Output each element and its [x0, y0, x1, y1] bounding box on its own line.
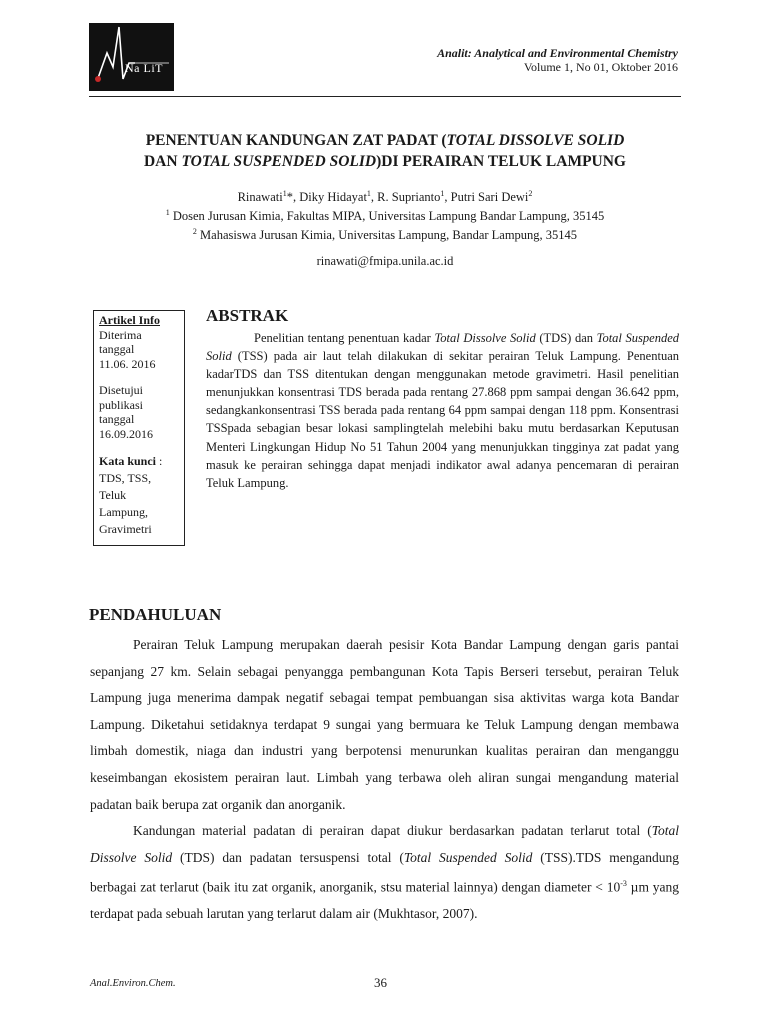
keyword-item: Teluk [99, 488, 127, 502]
intro-paragraph-1: Perairan Teluk Lampung merupakan daerah pesisir Kota Bandar Lampung dengan garis pantai sepanjang 27 km. Selain sebagai penyangga pembangunan Kota Tapis Berseri tersebut, perairan Teluk Lampung juga menerima dampak negatif sebagai tempat pembuangan sisa aktivitas warga kota Bandar Lampung. Diketahui setidaknya terdapat 9 sungai yang bermuara ke Teluk Lampung dengan membawa limbah domestik, niaga dan industri yang berpotensi menurunkan kualitas perairan dan menganggu keseimbangan ekosistem perairan laut. Limbah yang terbawa oleh aliran sungai mengandung material padatan baik berupa zat organik dan anorganik. [90, 637, 679, 812]
keywords-colon: : [156, 454, 163, 468]
author-affiliation-mark: 1 [440, 189, 445, 198]
received-date: 11.06. 2016 [99, 356, 156, 371]
author-name: Rinawati [237, 190, 283, 205]
affiliation-text: Mahasiswa Jurusan Kimia, Universitas Lampung, Bandar Lampung, 35145 [200, 228, 578, 243]
abstract-text: Penelitian tentang penentuan kadar [254, 331, 435, 345]
keyword-item: Gravimetri [99, 522, 152, 536]
keyword-item: Lampung, [99, 505, 148, 519]
intro-paragraph-2 [90, 818, 679, 928]
abstract-text: (TSS) pada air laut telah dilakukan di sekitar perairan Teluk Lampung. Penentuan kadarTDS dan TSS ditentukan dengan menggunakan metode gravimetri. Hasil penelitian menunjukkan konsentrasi TDS berada pada rentang 27.868 ppm sampai dengan 36.642 ppm, sedangkankonsentrasi TSS berada pada rentang 64 ppm sampai dengan 118 ppm. Konsentrasi TSSpada sebagian besar lokasi samplingtelah melebihi baku mutu berdasarkan Keputusan Menteri Lingkungan Hidup No 51 Tahun 2004 yang menunjukkan tingginya zat padat yang masuk ke perairan sehingga dapat menjadi indikator awal adanya pencemaran di perairan Teluk Lampung. [206, 349, 679, 490]
intro-heading: PENDAHULUAN [89, 605, 222, 624]
keywords-label: Kata kunci [99, 454, 157, 468]
title-text-3: )DI PERAIRAN TELUK LAMPUNG [376, 153, 626, 170]
approved-label: tanggal [99, 412, 135, 426]
paper-title [80, 130, 690, 172]
received-label: Diterima [99, 327, 142, 342]
abstract-text: (TDS) dan [535, 331, 597, 345]
author-affiliation-mark: 1 [366, 189, 371, 198]
affiliation-mark: 1 [165, 208, 170, 218]
affiliation-mark: 2 [192, 227, 197, 237]
abstract-paragraph [206, 329, 679, 492]
author-name: Diky Hidayat [299, 190, 367, 205]
journal-volume: Volume 1, No 01, Oktober 2016 [523, 60, 678, 74]
logo-text: Na LiT [125, 61, 163, 75]
keyword-item: TDS, TSS, [99, 471, 152, 485]
journal-logo [89, 23, 174, 91]
exponent: -3 [620, 879, 627, 889]
intro-text: Kandungan material padatan di perairan dapat diukur berdasarkan padatan terlarut total ( [133, 823, 652, 839]
article-info-title: Artikel Info [99, 313, 160, 327]
header-divider [89, 96, 681, 97]
intro-text: (TDS) dan padatan tersuspensi total ( [172, 849, 404, 865]
author-email[interactable]: rinawati@fmipa.unila.ac.id [316, 254, 454, 268]
footer-journal-abbrev: Anal.Environ.Chem. [90, 978, 176, 989]
logo-graphic-icon [89, 23, 174, 91]
article-info-box [93, 310, 185, 546]
approved-date: 16.09.2016 [99, 426, 153, 441]
abstract-italic: Total Dissolve Solid [434, 331, 536, 345]
affiliation-2 [80, 224, 690, 243]
affiliation-1 [80, 205, 690, 224]
abstract-body [206, 329, 679, 492]
intro-body [90, 632, 679, 928]
keywords-label-line [99, 453, 180, 470]
intro-text: (TSS).TDS mengandung berbagai zat terlarut (baik itu zat organik, anorganik, stsu material lainnya) dengan diameter < 10 [90, 849, 679, 895]
received-label: tanggal [99, 342, 135, 356]
title-text-2: DAN [143, 153, 182, 170]
author-affiliation-mark: 1 [282, 189, 287, 198]
corresponding-mark: *, [286, 190, 300, 205]
journal-header [437, 46, 678, 74]
author-affiliation-mark: 2 [528, 189, 533, 198]
author-name: R. Suprianto [377, 190, 441, 205]
intro-text: µm yang terdapat pada sebuah larutan yang terlarut dalam air (Mukhtasor, 2007). [90, 879, 679, 922]
abstract-italic: Total Suspended Solid [206, 331, 680, 364]
abstract-heading: ABSTRAK [206, 306, 289, 325]
affiliation-text: Dosen Jurusan Kimia, Fakultas MIPA, Universitas Lampung Bandar Lampung, 35145 [172, 209, 605, 224]
page-number: 36 [374, 975, 387, 990]
title-italic-2: TOTAL SUSPENDED SOLID [181, 153, 377, 170]
intro-italic: Total Suspended Solid [403, 849, 533, 865]
title-text-1: PENENTUAN KANDUNGAN ZAT PADAT ( [145, 132, 447, 149]
author-block [80, 186, 690, 243]
author-name: Putri Sari Dewi [450, 190, 529, 205]
approved-label: Disetujui [99, 383, 143, 397]
author-list: Rinawati$^1$*, Diky Hidayat$^1$, R. Suprianto$^1$, Putri Sari Dewi$^2$ [237, 189, 533, 205]
approved-label: publikasi [99, 397, 143, 412]
title-italic-1: TOTAL DISSOLVE SOLID [446, 132, 625, 149]
journal-name: Analit: Analytical and Environmental Chemistry [437, 46, 678, 60]
intro-italic: Total Dissolve Solid [90, 823, 679, 865]
